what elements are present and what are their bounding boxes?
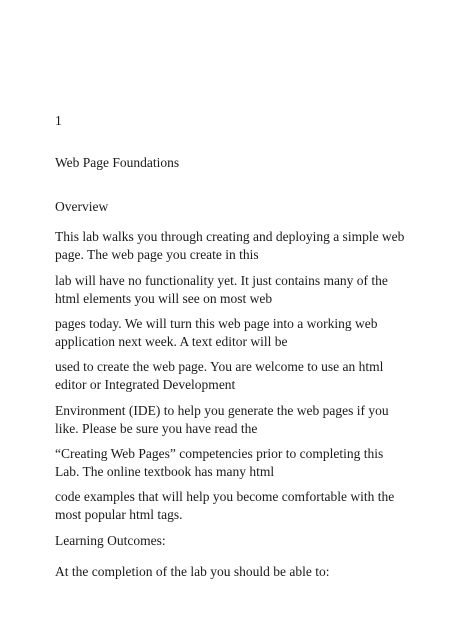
paragraph-2-line-2: html elements you will see on most web [55, 291, 273, 306]
overview-heading: Overview [55, 199, 109, 214]
paragraph-3-line-2: application next week. A text editor will be [55, 334, 288, 349]
paragraph-1-line-2: page. The web page you create in this [55, 247, 259, 262]
paragraph-4-line-1: used to create the web page. You are welcome to use an html [55, 359, 384, 374]
paragraph-6-line-1: “Creating Web Pages” competencies prior to completing this [55, 446, 384, 461]
paragraph-3-line-1: pages today. We will turn this web page into a working web [55, 316, 378, 331]
paragraph-6-line-2: Lab. The online textbook has many html [55, 464, 275, 479]
learning-outcomes-heading: Learning Outcomes: [55, 533, 166, 548]
completion-line: At the completion of the lab you should be able to: [55, 564, 330, 579]
paragraph-7-line-1: code examples that will help you become comfortable with the [55, 489, 395, 504]
paragraph-2-line-1: lab will have no functionality yet. It just contains many of the [55, 273, 388, 288]
paragraph-7-line-2: most popular html tags. [55, 507, 183, 522]
paragraph-1-line-1: This lab walks you through creating and deploying a simple web [55, 229, 405, 244]
paragraph-4-line-2: editor or Integrated Development [55, 377, 236, 392]
paragraph-5-line-1: Environment (IDE) to help you generate the web pages if you [55, 403, 389, 418]
paragraph-5-line-2: like. Please be sure you have read the [55, 421, 258, 436]
document-title: Web Page Foundations [55, 155, 180, 170]
page-number: 1 [55, 113, 62, 128]
